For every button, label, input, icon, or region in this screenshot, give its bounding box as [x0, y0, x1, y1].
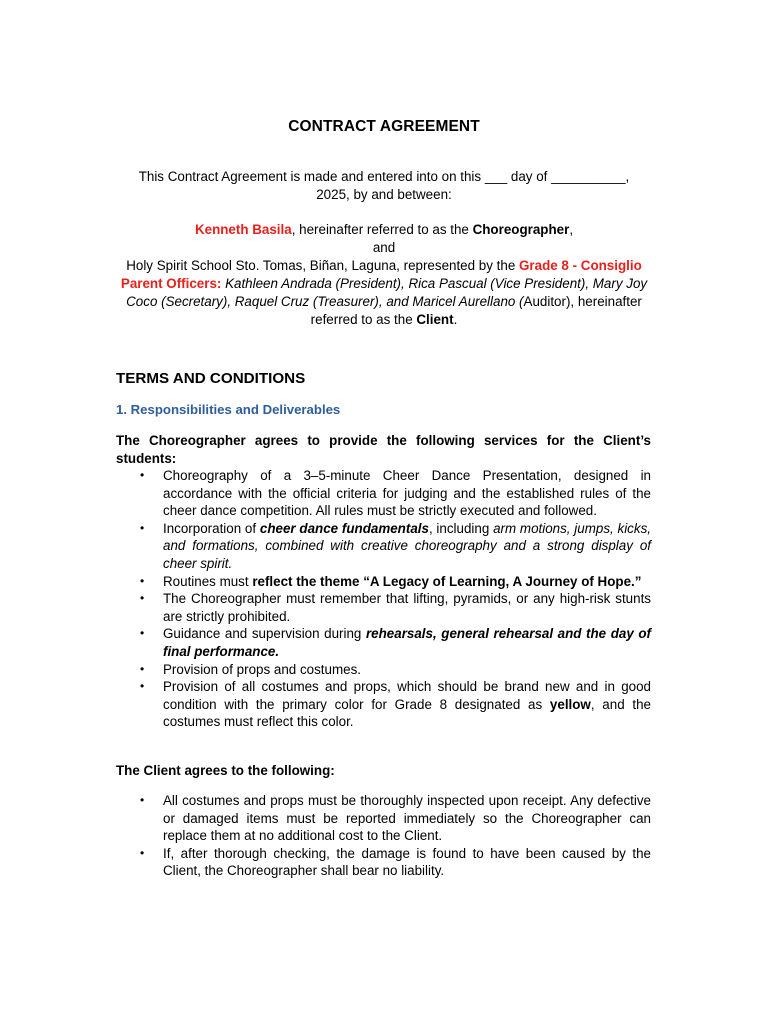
client-list [116, 792, 651, 880]
intro-paragraph [116, 168, 652, 204]
parties-block [116, 221, 652, 329]
terms-heading: TERMS AND CONDITIONS [116, 370, 306, 387]
bullet-icon: • [140, 679, 145, 694]
bullet-icon: • [140, 468, 145, 482]
intro-line-2: 2025, by and between: [316, 187, 452, 202]
choreographer-intro: The Choreographer agrees to provide the following services for the Client’s students: [116, 433, 651, 466]
bullet-icon: • [140, 626, 145, 641]
list-item: • Guidance and supervision during rehearsals, general rehearsal and the day of final performance. [140, 626, 652, 659]
party-choreographer: Kenneth Basila, hereinafter referred to as the Choreographer, [194, 222, 574, 237]
bullet-icon: • [140, 520, 145, 535]
choreographer-name: Kenneth Basila [194, 222, 292, 237]
section-1-heading: 1. Responsibilities and Deliverables [116, 402, 341, 417]
document-title: CONTRACT AGREEMENT [288, 118, 480, 135]
list-item: • Incorporation of cheer dance fundamentals, including arm motions, jumps, kicks, and formations, combined with creative choreography and a strong display of cheer spirit. [140, 520, 651, 571]
list-item: • Provision of props and costumes. [140, 661, 361, 677]
client-group-name: Grade 8 - Consiglio Parent Officers: [120, 258, 642, 291]
bullet-icon: • [140, 845, 145, 860]
client-intro: The Client agrees to the following: [116, 763, 335, 778]
client-role: Client [416, 312, 454, 327]
intro-line-1: This Contract Agreement is made and entered into on this ___ day of __________, [138, 169, 630, 184]
party-client: Holy Spirit School Sto. Tomas, Biñan, Laguna, represented by the Grade 8 - Consiglio Parent Officers: Kathleen Andrada (President), Rica Pascual (Vice President), Mary Joy Coco (Secretary), Raquel Cruz (Treasurer), and Maricel Aurellano (Auditor), hereinafter referred to as the Client. [120, 258, 648, 327]
list-item: • If, after thorough checking, the damage is found to have been caused by the Client, the Choreographer shall bear no liability. [140, 845, 651, 879]
list-item: • Routines must reflect the theme “A Legacy of Learning, A Journey of Hope.” [140, 573, 642, 589]
choreographer-list [116, 467, 651, 731]
bullet-icon: • [140, 573, 145, 588]
list-item: • Choreography of a 3–5-minute Cheer Dance Presentation, designed in accordance with the official criteria for judging and the established rules of the cheer dance competition. All rules must be strictly executed and followed. [140, 468, 651, 519]
list-item: • All costumes and props must be thoroughly inspected upon receipt. Any defective or damaged items must be reported immediately so the Choreographer can replace them at no additional cost to the Client. [140, 793, 651, 844]
and-text: and [372, 240, 396, 255]
client-officers: Kathleen Andrada (President), Rica Pascual (Vice President), Mary Joy Coco (Secretary), Raquel Cruz (Treasurer), and Maricel Aurellano ( [126, 276, 648, 309]
bullet-icon: • [140, 661, 145, 676]
list-item: • Provision of all costumes and props, which should be brand new and in good condition with the primary color for Grade 8 designated as yellow, and the costumes must reflect this color. [140, 679, 651, 730]
list-item: • The Choreographer must remember that lifting, pyramids, or any high-risk stunts are strictly prohibited. [140, 591, 651, 624]
bullet-icon: • [140, 591, 145, 606]
choreographer-role: Choreographer [472, 222, 570, 237]
bullet-icon: • [140, 793, 145, 807]
